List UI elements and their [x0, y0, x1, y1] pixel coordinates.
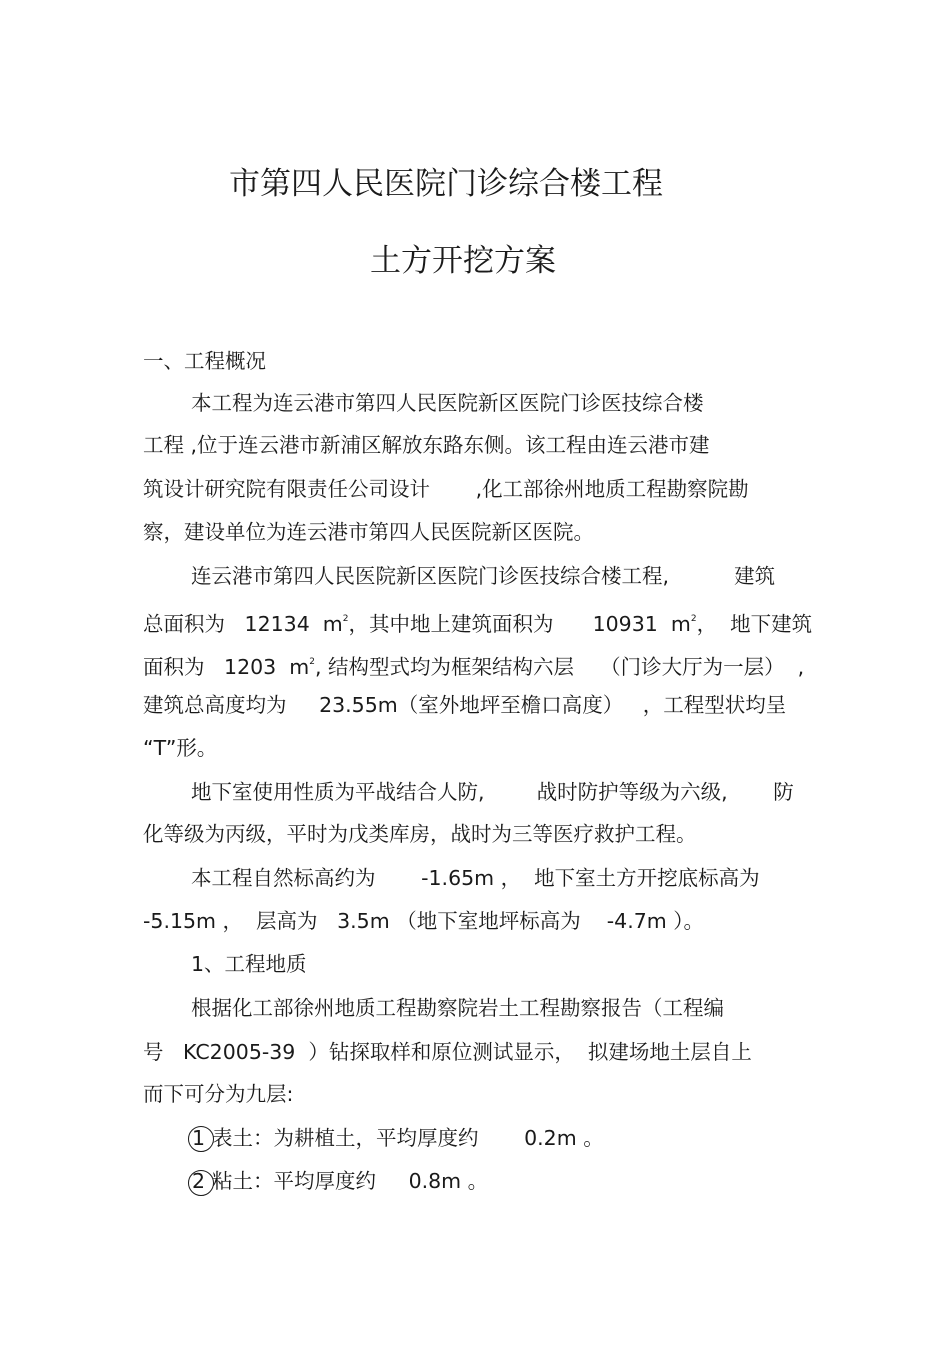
subsection-heading: 1、工程地质 — [191, 952, 307, 976]
text-segment: ， 地下建筑 — [696, 612, 813, 636]
paragraph-line: 本工程自然标高约为 -1.65m ， 地下室土方开挖底标高为 — [191, 866, 760, 890]
paragraph-line: 察，建设单位为连云港市第四人民医院新区医院。 — [143, 520, 594, 544]
paragraph-line: 连云港市第四人民医院新区医院门诊医技综合楼工程, 建筑 — [191, 564, 776, 588]
superscript: 2 — [690, 614, 697, 624]
doc-title-line1: 市第四人民医院门诊综合楼工程 — [229, 166, 663, 202]
layer-item: 表土：为耕植土，平均厚度约 0.2m 。 — [212, 1126, 604, 1150]
paragraph-line — [143, 607, 812, 636]
paragraph-line: 地下室使用性质为平战结合人防, 战时防护等级为六级, 防 — [191, 780, 794, 804]
paragraph-line — [143, 650, 804, 679]
text-segment: , 结构型式均为框架结构六层 （门诊大厅为一层） , — [314, 655, 805, 679]
text-segment: ，其中地上建筑面积为 10931 m — [348, 612, 691, 636]
superscript: 2 — [342, 614, 349, 624]
paragraph-line: 化等级为丙级，平时为戊类库房，战时为三等医疗救护工程。 — [143, 822, 697, 846]
layer-number: 2 — [192, 1169, 206, 1193]
paragraph-line: 根据化工部徐州地质工程勘察院岩土工程勘察报告（工程编 — [191, 996, 724, 1020]
paragraph-line: 筑设计研究院有限责任公司设计 ,化工部徐州地质工程勘察院勘 — [143, 477, 749, 501]
paragraph-line: 本工程为连云港市第四人民医院新区医院门诊医技综合楼 — [191, 391, 704, 415]
paragraph-line: “T”形。 — [143, 736, 218, 760]
layer-number: 1 — [192, 1126, 206, 1150]
doc-title-line2: 土方开挖方案 — [370, 243, 556, 279]
layer-item: 粘土：平均厚度约 0.8m 。 — [212, 1169, 489, 1193]
paragraph-line: 号 KC2005-39 ）钻探取样和原位测试显示， 拟建场地土层自上 — [143, 1040, 752, 1064]
paragraph-line: 而下可分为九层: — [143, 1082, 294, 1106]
paragraph-line: 工程 ,位于连云港市新浦区解放东路东侧。该工程由连云港市建 — [143, 433, 710, 457]
text-segment: 总面积为 12134 m — [143, 612, 343, 636]
text-segment: 面积为 1203 m — [143, 655, 310, 679]
superscript: 2 — [309, 657, 315, 667]
paragraph-line: 建筑总高度均为 23.55m（室外地坪至檐口高度） ，工程型状均呈 — [143, 693, 787, 717]
paragraph-line: -5.15m ， 层高为 3.5m （地下室地坪标高为 -4.7m ）。 — [143, 909, 704, 933]
section-heading: 一、工程概况 — [143, 349, 266, 373]
